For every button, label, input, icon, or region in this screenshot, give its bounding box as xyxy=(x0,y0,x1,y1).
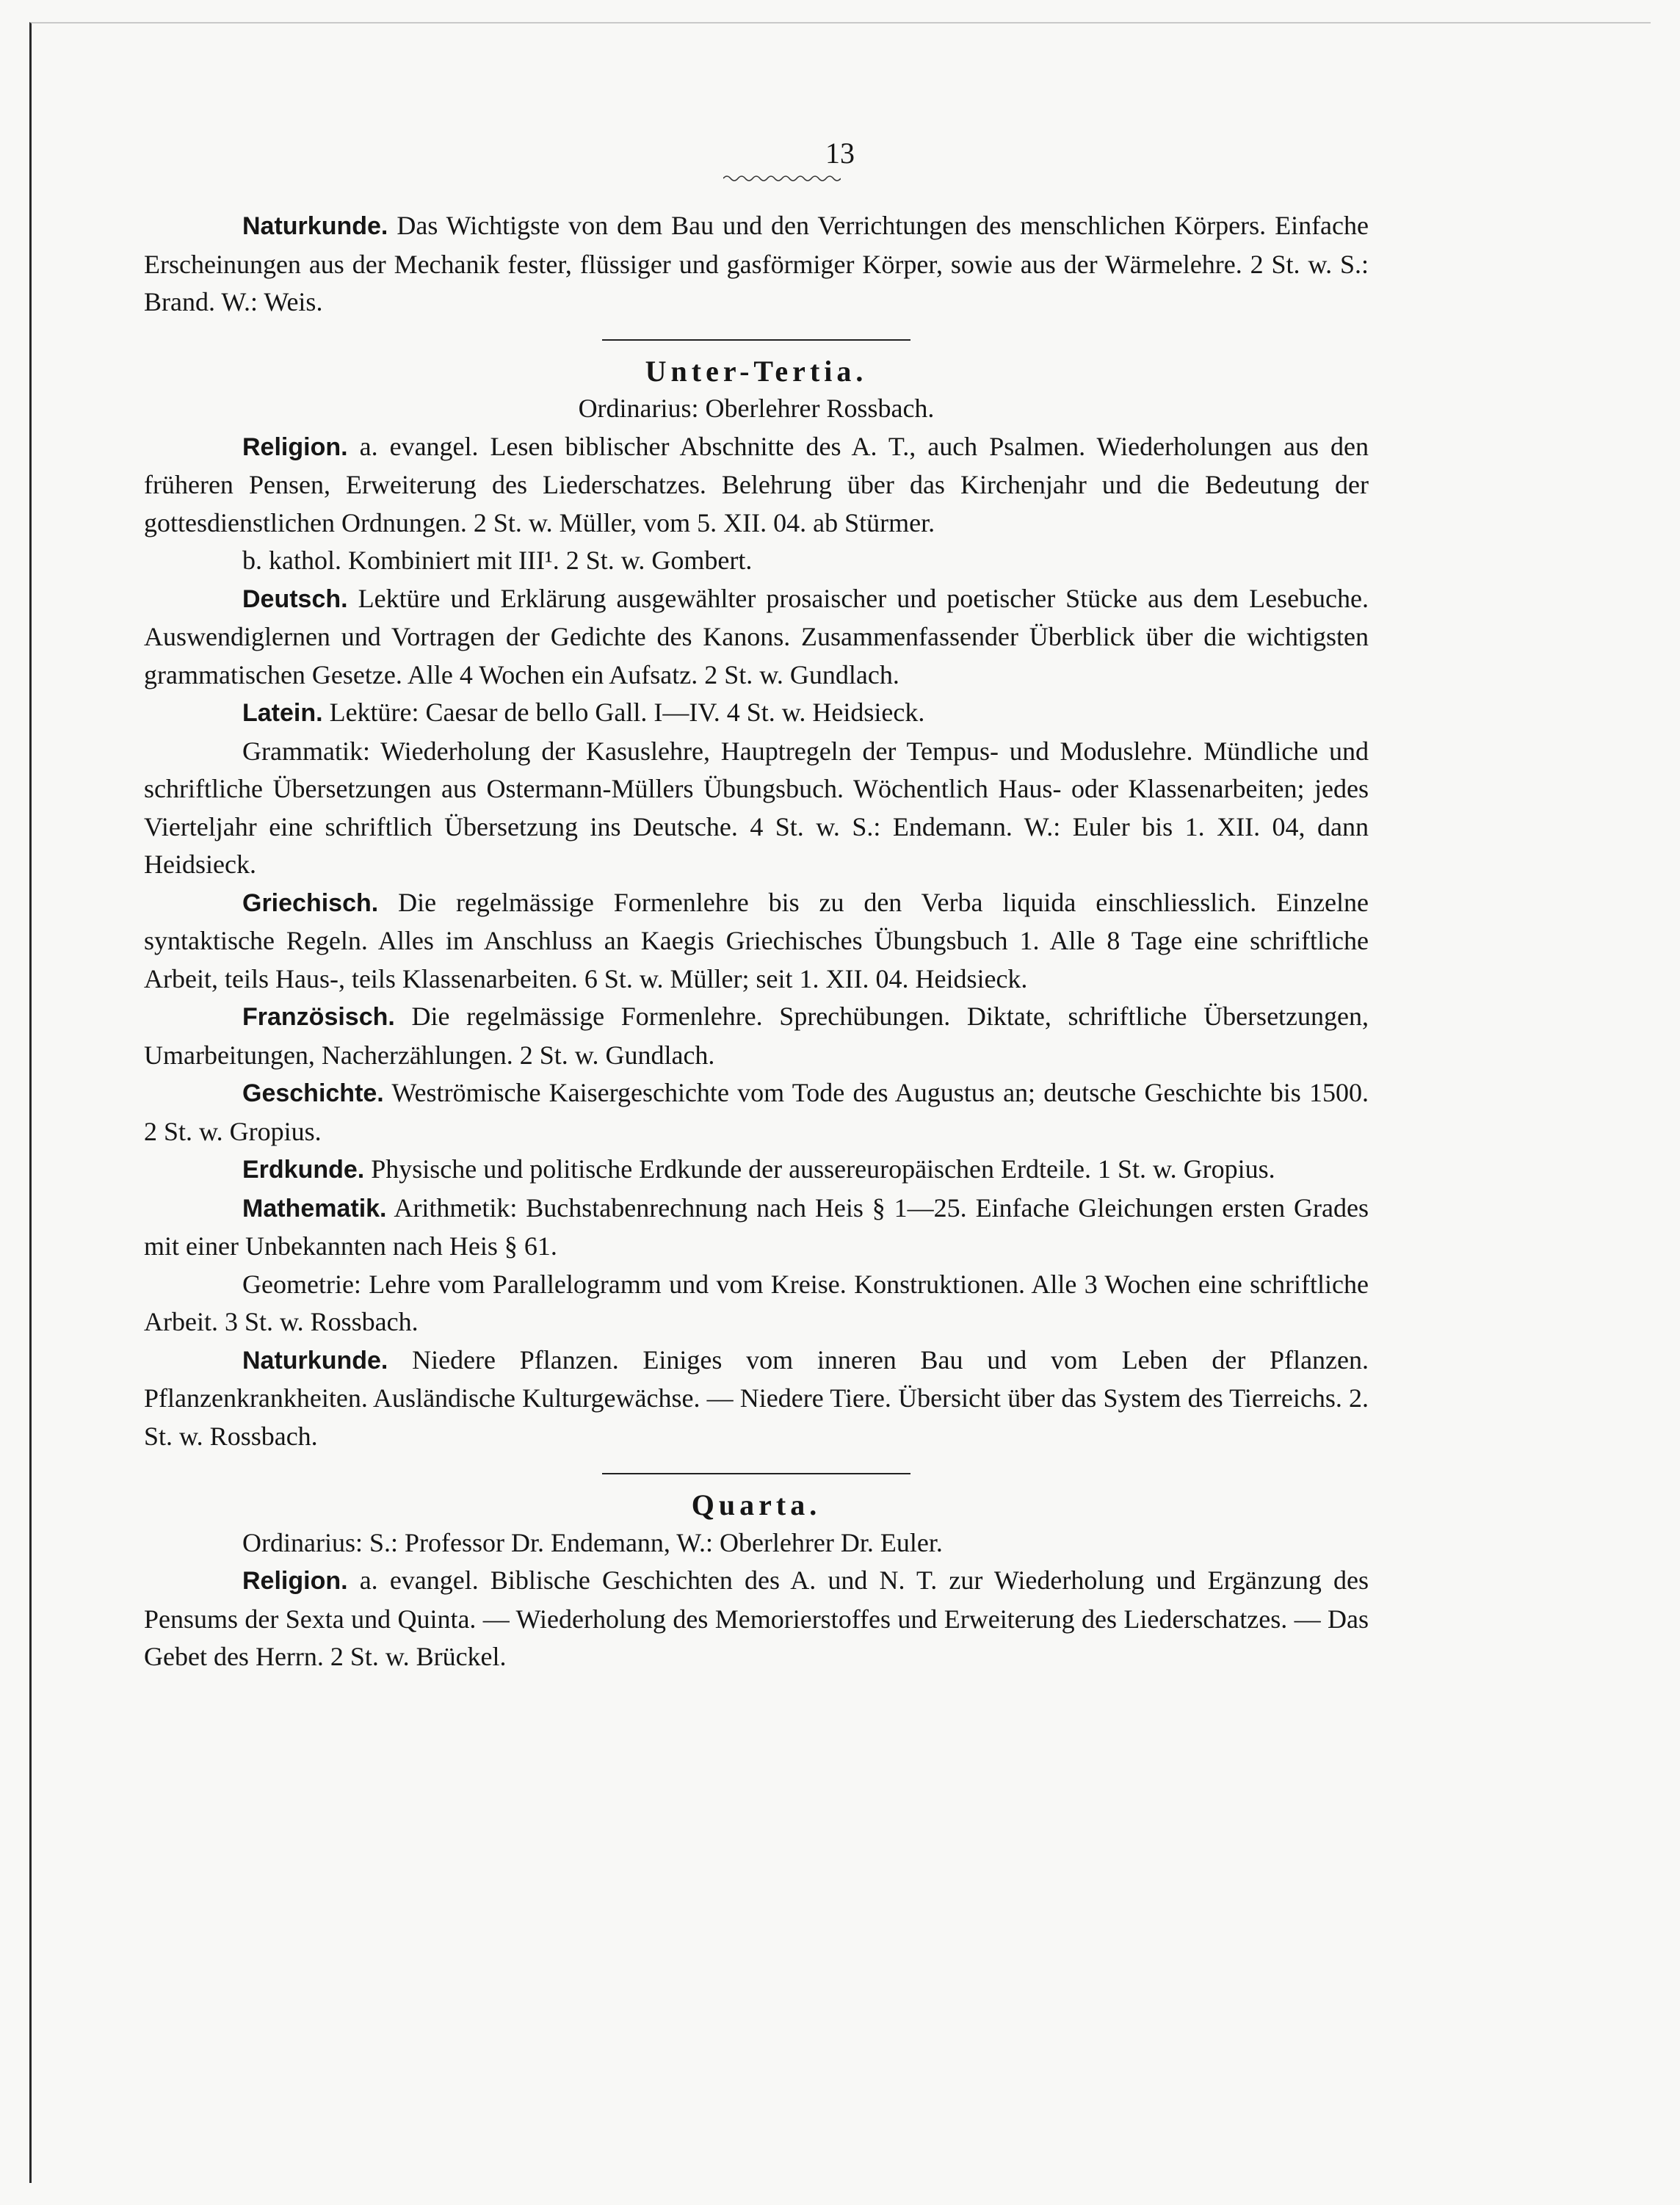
quarta-religion-paragraph xyxy=(144,1562,1369,1676)
subject-heading: Geschichte. xyxy=(242,1079,384,1107)
subject-heading: Griechisch. xyxy=(242,888,379,917)
religion-kathol-line: b. kathol. Kombiniert mit III¹. 2 St. w. Gombert. xyxy=(242,546,753,575)
mathematik-paragraph xyxy=(144,1190,1369,1266)
subject-text: Lektüre und Erklärung ausgewählter prosaischer und poetischer Stücke aus dem Lesebuche. Auswendiglernen und Vortragen der Gedichte des Kanons. Zusammenfassender Überblick über die wichtigsten grammatischen Gesetze. Alle 4 Wochen ein Aufsatz. 2 St. w. Gundlach. xyxy=(144,583,1369,689)
subject-text: Das Wichtigste von dem Bau und den Verrichtungen des menschlichen Körpers. Einfache Erscheinungen aus der Mechanik fester, flüssiger und gasförmiger Körper, sowie aus der Wärmelehre. 2 St. w. S.: Brand. W.: Weis. xyxy=(144,211,1369,316)
section-title-unter-tertia: Unter-Tertia. xyxy=(645,354,868,388)
geschichte-paragraph xyxy=(144,1074,1369,1151)
subject-heading: Religion. xyxy=(242,432,348,461)
page-number-ornament xyxy=(723,173,841,184)
ordinarius-line: Ordinarius: S.: Professor Dr. Endemann, W.: Oberlehrer Dr. Euler. xyxy=(242,1527,943,1557)
subject-heading: Deutsch. xyxy=(242,584,348,613)
subject-text: Die regelmässige Formenlehre bis zu den Verba liquida einschliesslich. Einzelne syntaktische Regeln. Alles im Anschluss an Kaegis Griechisches Übungsbuch 1. Alle 8 Tage eine schriftliche Arbeit, teils Haus-, teils Klassenarbeiten. 6 St. w. Müller; seit 1. XII. 04. Heidsieck. xyxy=(144,887,1369,993)
griechisch-paragraph xyxy=(144,884,1369,999)
subject-text: a. evangel. Biblische Geschichten des A. und N. T. zur Wiederholung und Ergänzung des Pensums der Sexta und Quinta. — Wiederholung des Memorierstoffes und Erweiterung des Liederschatzes. — Das Gebet des Herrn. 2 St. w. Brückel. xyxy=(144,1565,1369,1671)
subject-text: Lektüre: Caesar de bello Gall. I—IV. 4 St. w. Heidsieck. xyxy=(329,698,925,727)
subject-heading: Naturkunde. xyxy=(242,1346,388,1375)
deutsch-paragraph xyxy=(144,580,1369,695)
subject-text: Arithmetik: Buchstabenrechnung nach Heis § 1—25. Einfache Gleichungen ersten Grades mit einer Unbekannten nach Heis § 61. xyxy=(144,1192,1369,1261)
religion-paragraph xyxy=(144,428,1369,543)
latein-paragraph xyxy=(144,694,1369,733)
erdkunde-paragraph xyxy=(144,1151,1369,1190)
subject-heading: Latein. xyxy=(242,699,323,727)
page-number: 13 xyxy=(825,137,855,170)
subject-text: Physische und politische Erdkunde der aussereuropäischen Erdteile. 1 St. w. Gropius. xyxy=(371,1154,1275,1184)
naturkunde-tertia-paragraph xyxy=(144,1342,1369,1456)
subject-text: Weströmische Kaisergeschichte vom Tode des Augustus an; deutsche Geschichte bis 1500. 2 St. w. Gropius. xyxy=(144,1078,1369,1146)
geometrie-paragraph: Geometrie: Lehre vom Parallelogramm und vom Kreise. Konstruktionen. Alle 3 Wochen eine schriftliche Arbeit. 3 St. w. Rossbach. xyxy=(144,1269,1369,1336)
naturkunde-paragraph xyxy=(144,207,1369,322)
page-content xyxy=(144,207,1369,1676)
subject-heading: Französisch. xyxy=(242,1003,395,1031)
section-title-quarta: Quarta. xyxy=(691,1488,822,1521)
section-divider xyxy=(602,1473,910,1474)
latein-grammatik-paragraph: Grammatik: Wiederholung der Kasuslehre, Hauptregeln der Tempus- und Moduslehre. Mündliche und schriftliche Übersetzungen aus Ostermann-Müllers Übungsbuch. Wöchentlich Haus- oder Klassenarbeiten; jedes Vierteljahr eine schriftlich Übersetzung ins Deutsche. 4 St. w. S.: Endemann. W.: Euler bis 1. XII. 04, dann Heidsieck. xyxy=(144,736,1369,879)
subject-heading: Mathematik. xyxy=(242,1194,387,1223)
subject-text: Niedere Pflanzen. Einiges vom inneren Bau und vom Leben der Pflanzen. Pflanzenkrankheiten. Ausländische Kulturgewächse. — Niedere Tiere. Übersicht über das System des Tierreichs. 2. St. w. Rossbach. xyxy=(144,1344,1369,1451)
subject-heading: Naturkunde. xyxy=(242,212,388,240)
franzoesisch-paragraph xyxy=(144,998,1369,1074)
subject-text: a. evangel. Lesen biblischer Abschnitte des A. T., auch Psalmen. Wiederholungen aus den früheren Pensen, Erweiterung des Liederschatzes. Belehrung über das Kirchenjahr und die Bedeutung der gottesdienstlichen Ordnungen. 2 St. w. Müller, vom 5. XII. 04. ab Stürmer. xyxy=(144,431,1369,537)
subject-heading: Religion. xyxy=(242,1567,348,1595)
section-divider xyxy=(602,339,910,341)
subject-heading: Erdkunde. xyxy=(242,1156,365,1184)
ordinarius-line: Ordinarius: Oberlehrer Rossbach. xyxy=(578,394,935,423)
subject-text: Die regelmässige Formenlehre. Sprechübungen. Diktate, schriftliche Übersetzungen, Umarbeitungen, Nacherzählungen. 2 St. w. Gundlach. xyxy=(144,1002,1369,1070)
